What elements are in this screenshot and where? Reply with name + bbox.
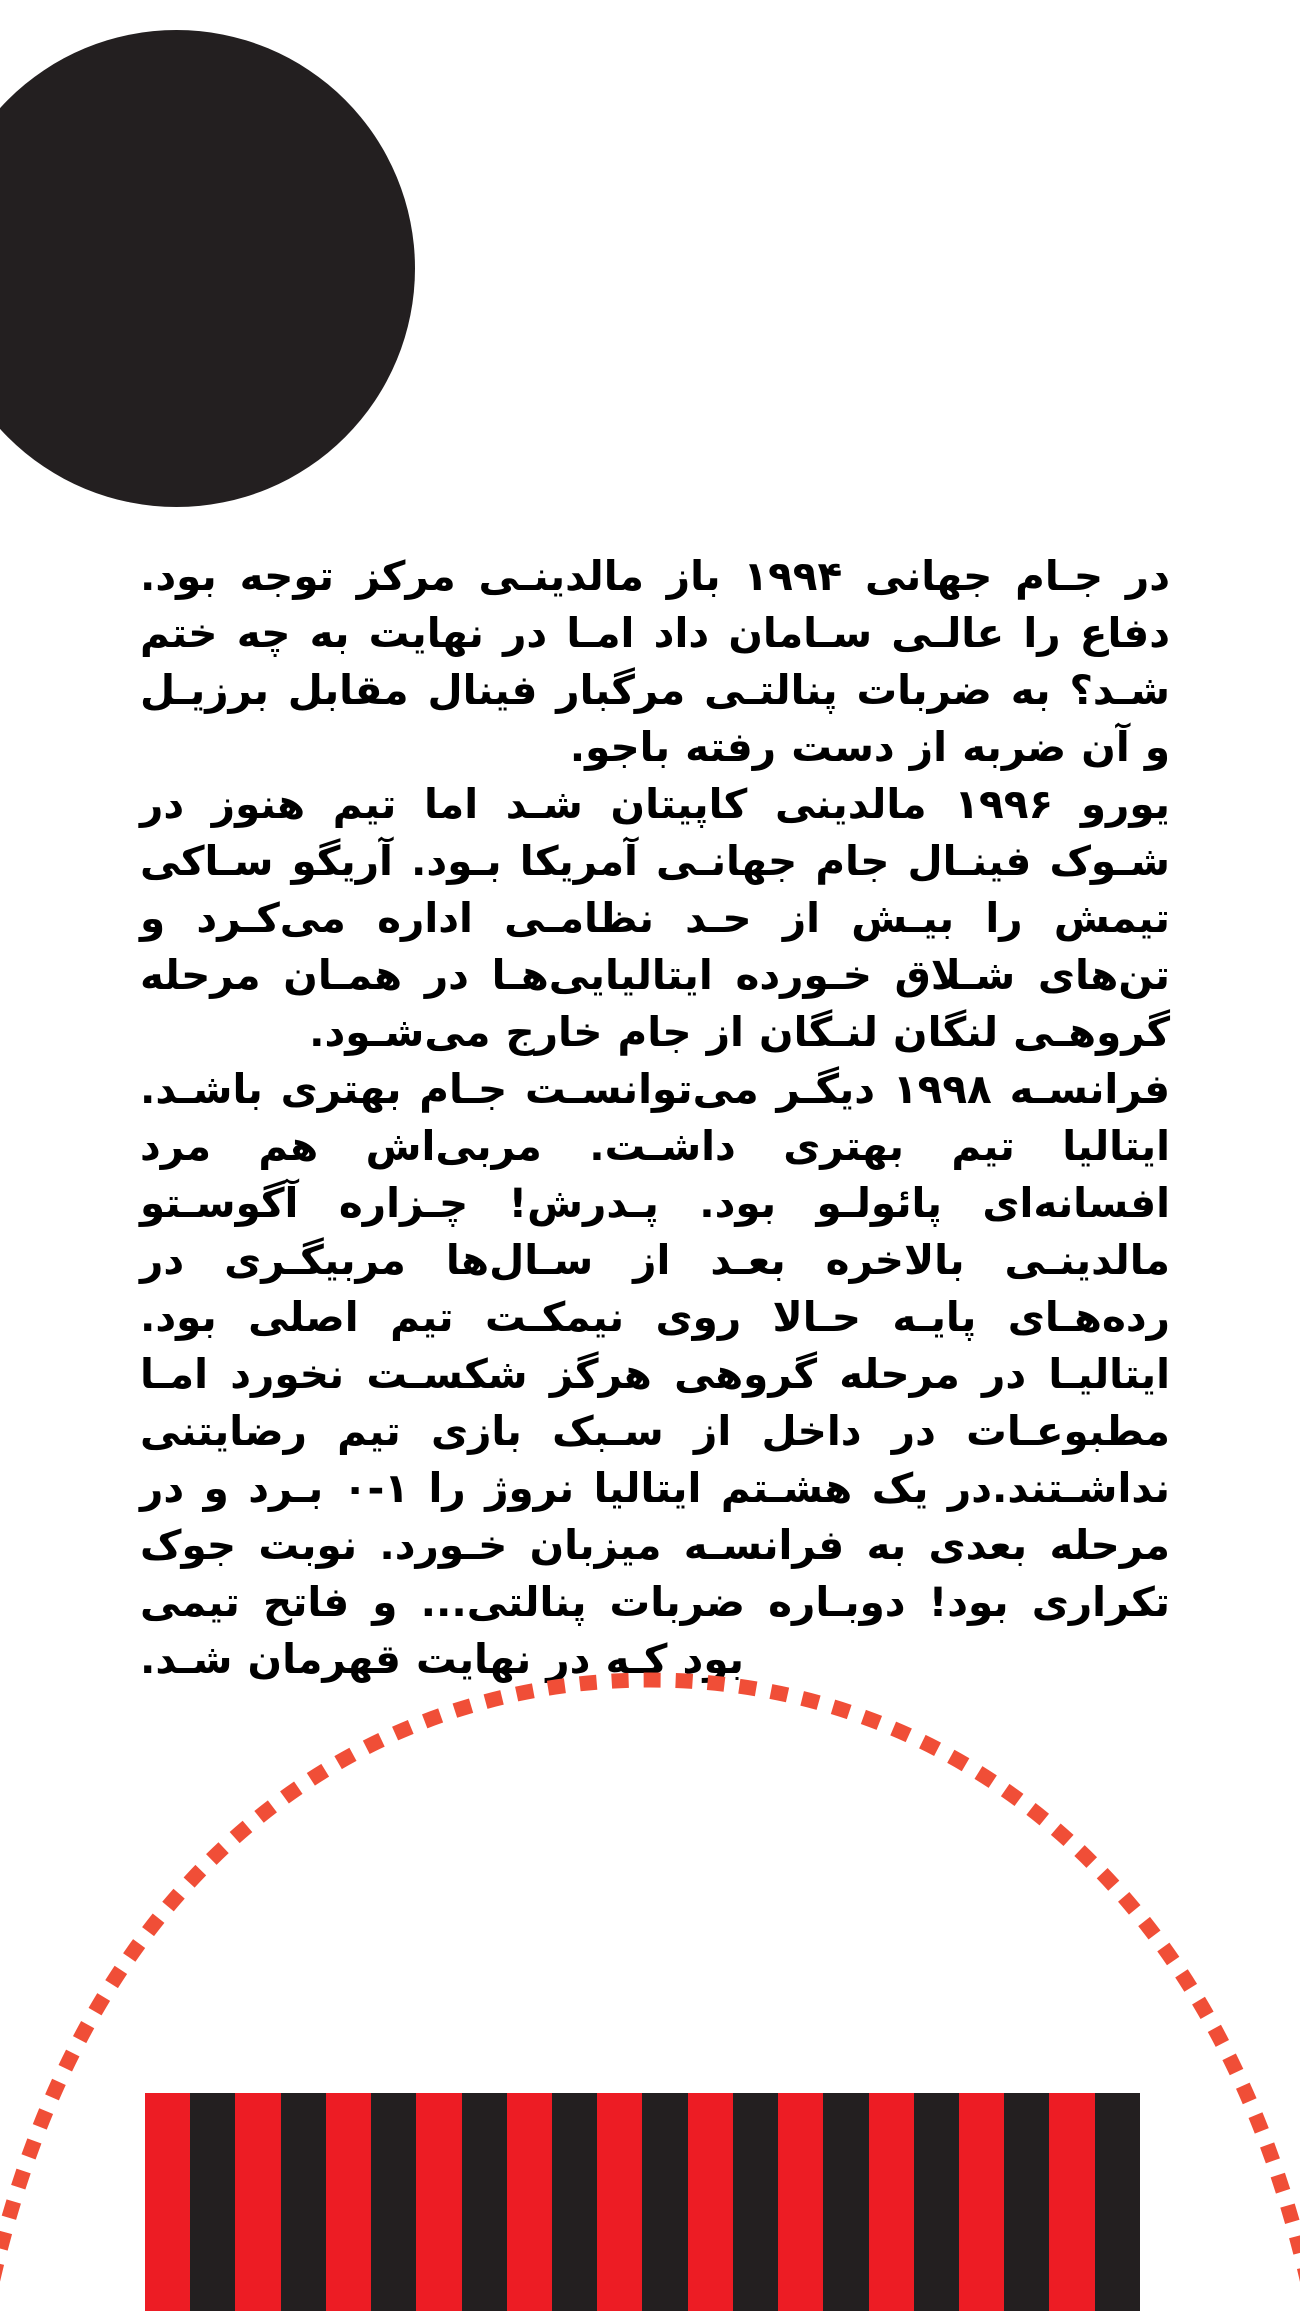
stripe-segment (688, 2093, 733, 2311)
black-circle-decoration (0, 30, 415, 507)
stripe-segment (462, 2093, 507, 2311)
stripe-segment (1004, 2093, 1049, 2311)
stripe-segment (235, 2093, 280, 2311)
stripe-segment (552, 2093, 597, 2311)
stripe-segment (823, 2093, 868, 2311)
stripe-segment (326, 2093, 371, 2311)
stripe-segment (1049, 2093, 1094, 2311)
stripe-segment (869, 2093, 914, 2311)
stripe-segment (371, 2093, 416, 2311)
article-paragraph-2: یورو ۱۹۹۶ مالدینی کاپیتان شـد اما تیم هنوز در شـوک فینـال جام جهانـی آمریکا بـود. آریگو سـاکی تیمش را بیـش از حـد نظامـی اداره می‌کـرد و تن‌های شـلاق خـورده ایتالیایی‌هـا در همـان مرحله گروهـی لنگان لنـگان از جام خارج می‌شـود. (140, 780, 1170, 1056)
stripe-segment (190, 2093, 235, 2311)
stripe-bar (145, 2093, 1140, 2311)
stripe-segment (145, 2093, 190, 2311)
article-paragraph-1: در جـام جهانی ۱۹۹۴ باز مالدینـی مرکز توجه بود. دفاع را عالـی سـامان داد امـا در نهایت به چه ختم شـد؟ به ضربات پنالتـی مرگبار فینال مقابل برزیـل و آن ضربه از دست رفته باجو. (140, 552, 1170, 771)
stripe-segment (778, 2093, 823, 2311)
stripe-segment (733, 2093, 778, 2311)
stripe-segment (416, 2093, 461, 2311)
stripe-segment (1095, 2093, 1140, 2311)
stripe-segment (642, 2093, 687, 2311)
stripe-segment (959, 2093, 1004, 2311)
article-body (140, 548, 1170, 1688)
stripe-segment (507, 2093, 552, 2311)
article-paragraph-3: فرانسـه ۱۹۹۸ دیگـر می‌توانسـت جـام بهتری باشـد. ایتالیا تیم بهتری داشـت. مربی‌اش هم مرد افسانه‌ای پائولـو بود. پـدرش! چـزاره آگوسـتو مالدینـی بالاخره بعـد از سـال‌ها مربیگـری در رده‌هـای پایـه حـالا روی نیمکـت تیم اصلی بود. ایتالیـا در مرحله گروهی هرگز شکسـت نخورد امـا مطبوعـات در داخل از سـبک بازی تیم رضایتنی نداشـتند.در یک هشـتم ایتالیا نروژ را ۱-۰ بـرد و در مرحله بعدی به فرانسـه میزبان خـورد. نوبت جوک تکراری بود! دوبـاره ضربات پنالتی... و فاتح تیمی بود کـه در نهایت قهرمان شـد. (140, 1065, 1170, 1683)
stripe-segment (914, 2093, 959, 2311)
stripe-segment (281, 2093, 326, 2311)
stripe-segment (597, 2093, 642, 2311)
